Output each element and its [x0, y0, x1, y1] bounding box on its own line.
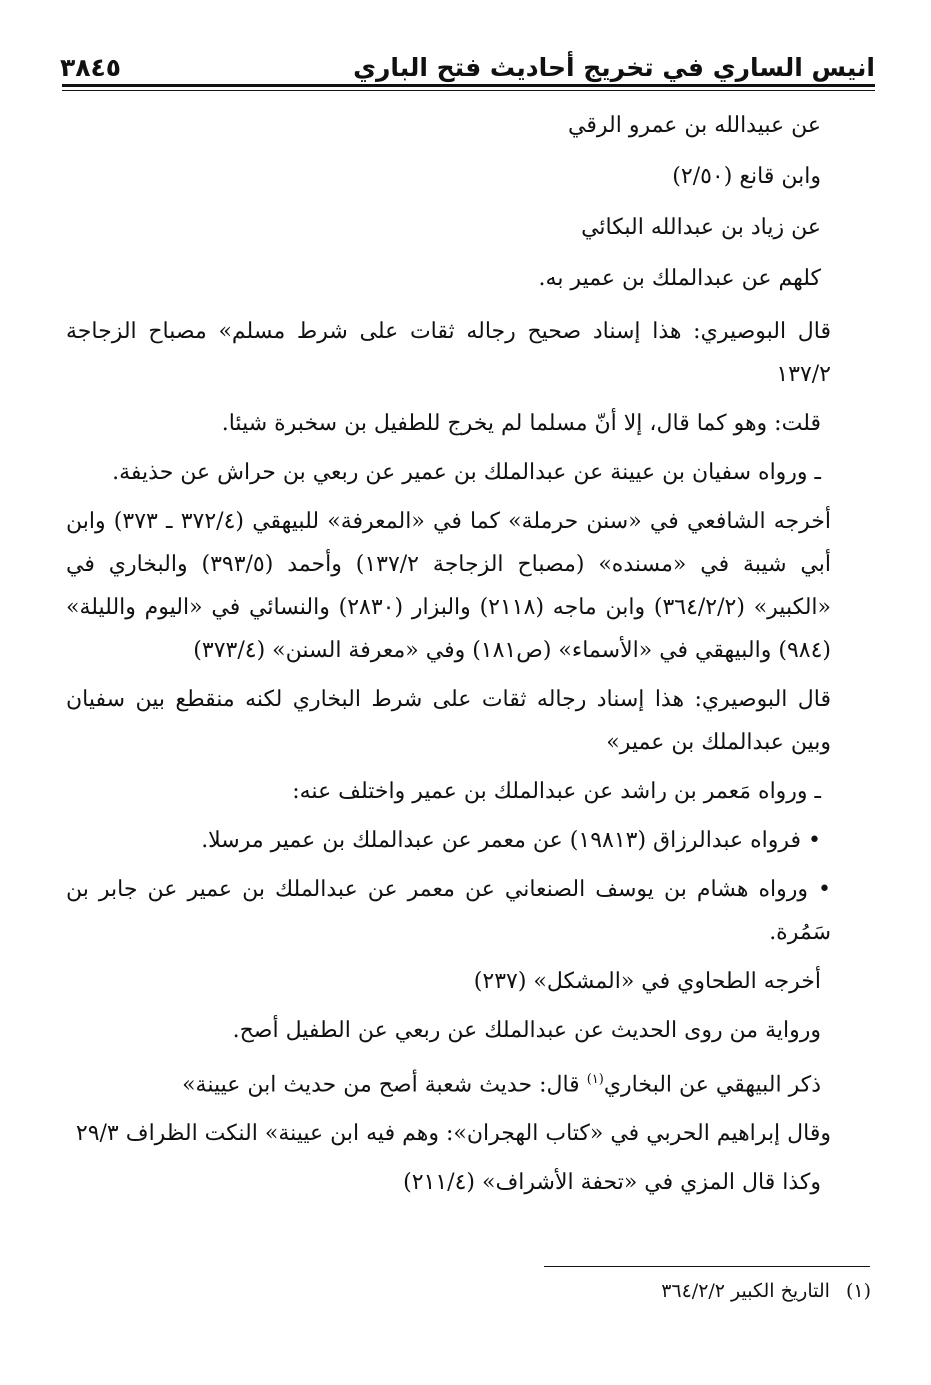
paragraph: ـ ورواه مَعمر بن راشد عن عبدالملك بن عمير واختلف عنه: — [292, 779, 821, 804]
header-rule-thin — [62, 90, 875, 91]
paragraph — [66, 1058, 821, 1106]
header-rule — [62, 84, 875, 87]
paragraph-segment: قال: حديث شعبة أصح من حديث ابن عيينة» — [182, 1072, 580, 1098]
main-text — [66, 100, 832, 1204]
paragraph: قلت: وهو كما قال، إلا أنّ مسلما لم يخرج للطفيل بن سخبرة شيئا. — [221, 411, 821, 436]
text-line: كلهم عن عبدالملك بن عمير به. — [538, 266, 821, 291]
paragraph: وقال إبراهيم الحربي في «كتاب الهجران»: وهم فيه ابن عيينة» النكت الظراف ٢٩/٣ — [75, 1121, 831, 1147]
footnote-separator — [544, 1266, 870, 1267]
paragraph: ـ ورواه سفيان بن عيينة عن عبدالملك بن عمير عن ربعي بن حراش عن حذيفة. — [112, 460, 821, 485]
paragraph: قال البوصيري: هذا إسناد صحيح رجاله ثقات على شرط مسلم» مصباح الزجاجة ١٣٧/٢ — [66, 319, 831, 387]
paragraph: أخرجه الشافعي في «سنن حرملة» كما في «المعرفة» للبيهقي (٣٧٢/٤ ـ ٣٧٣) وابن أبي شيبة في «مسنده» (مصباح الزجاجة ١٣٧/٢) وأحمد (٣٩٣/٥) والبخاري في «الكبير» (٣٦٤/٢/٢) وابن ماجه (٢١١٨) والبزار (٢٨٣٠) والنسائي في «اليوم والليلة» (٩٨٤) والبيهقي في «الأسماء» (ص١٨١) وفي «معرفة السنن» (٣٧٣/٤) — [66, 509, 832, 663]
paragraph: • فرواه عبدالرزاق (١٩٨١٣) عن معمر عن عبدالملك بن عمير مرسلا. — [201, 828, 821, 853]
page-number: ٣٨٤٥ — [60, 53, 122, 82]
text-line: عن زياد بن عبدالله البكائي — [581, 215, 821, 240]
footnote-number: (١) — [845, 1280, 871, 1302]
paragraph: قال البوصيري: هذا إسناد رجاله ثقات على شرط البخاري لكنه منقطع بين سفيان وبين عبدالملك بن عمير» — [66, 687, 831, 755]
paragraph: ورواية من روى الحديث عن عبدالملك عن ربعي عن الطفيل أصح. — [232, 1018, 821, 1043]
paragraph: أخرجه الطحاوي في «المشكل» (٢٣٧) — [473, 969, 821, 994]
page-header — [60, 36, 875, 82]
text-line: عن عبيدالله بن عمرو الرقي — [568, 113, 821, 138]
footnote-marker: (١) — [586, 1072, 604, 1087]
paragraph: • ورواه هشام بن يوسف الصنعاني عن معمر عن عبدالملك بن عمير عن جابر بن سَمُرة. — [66, 877, 831, 945]
footnote — [661, 1280, 871, 1302]
paragraph-segment: ذكر البيهقي عن البخاري — [603, 1072, 821, 1098]
paragraph: وكذا قال المزي في «تحفة الأشراف» (٢١١/٤) — [403, 1170, 821, 1196]
text-line: وابن قانع (٢/٥٠) — [672, 164, 821, 189]
running-title: انيس الساري في تخريج أحاديث فتح الباري — [353, 53, 875, 82]
footnote-text: التاريخ الكبير ٣٦٤/٢/٢ — [661, 1280, 830, 1302]
